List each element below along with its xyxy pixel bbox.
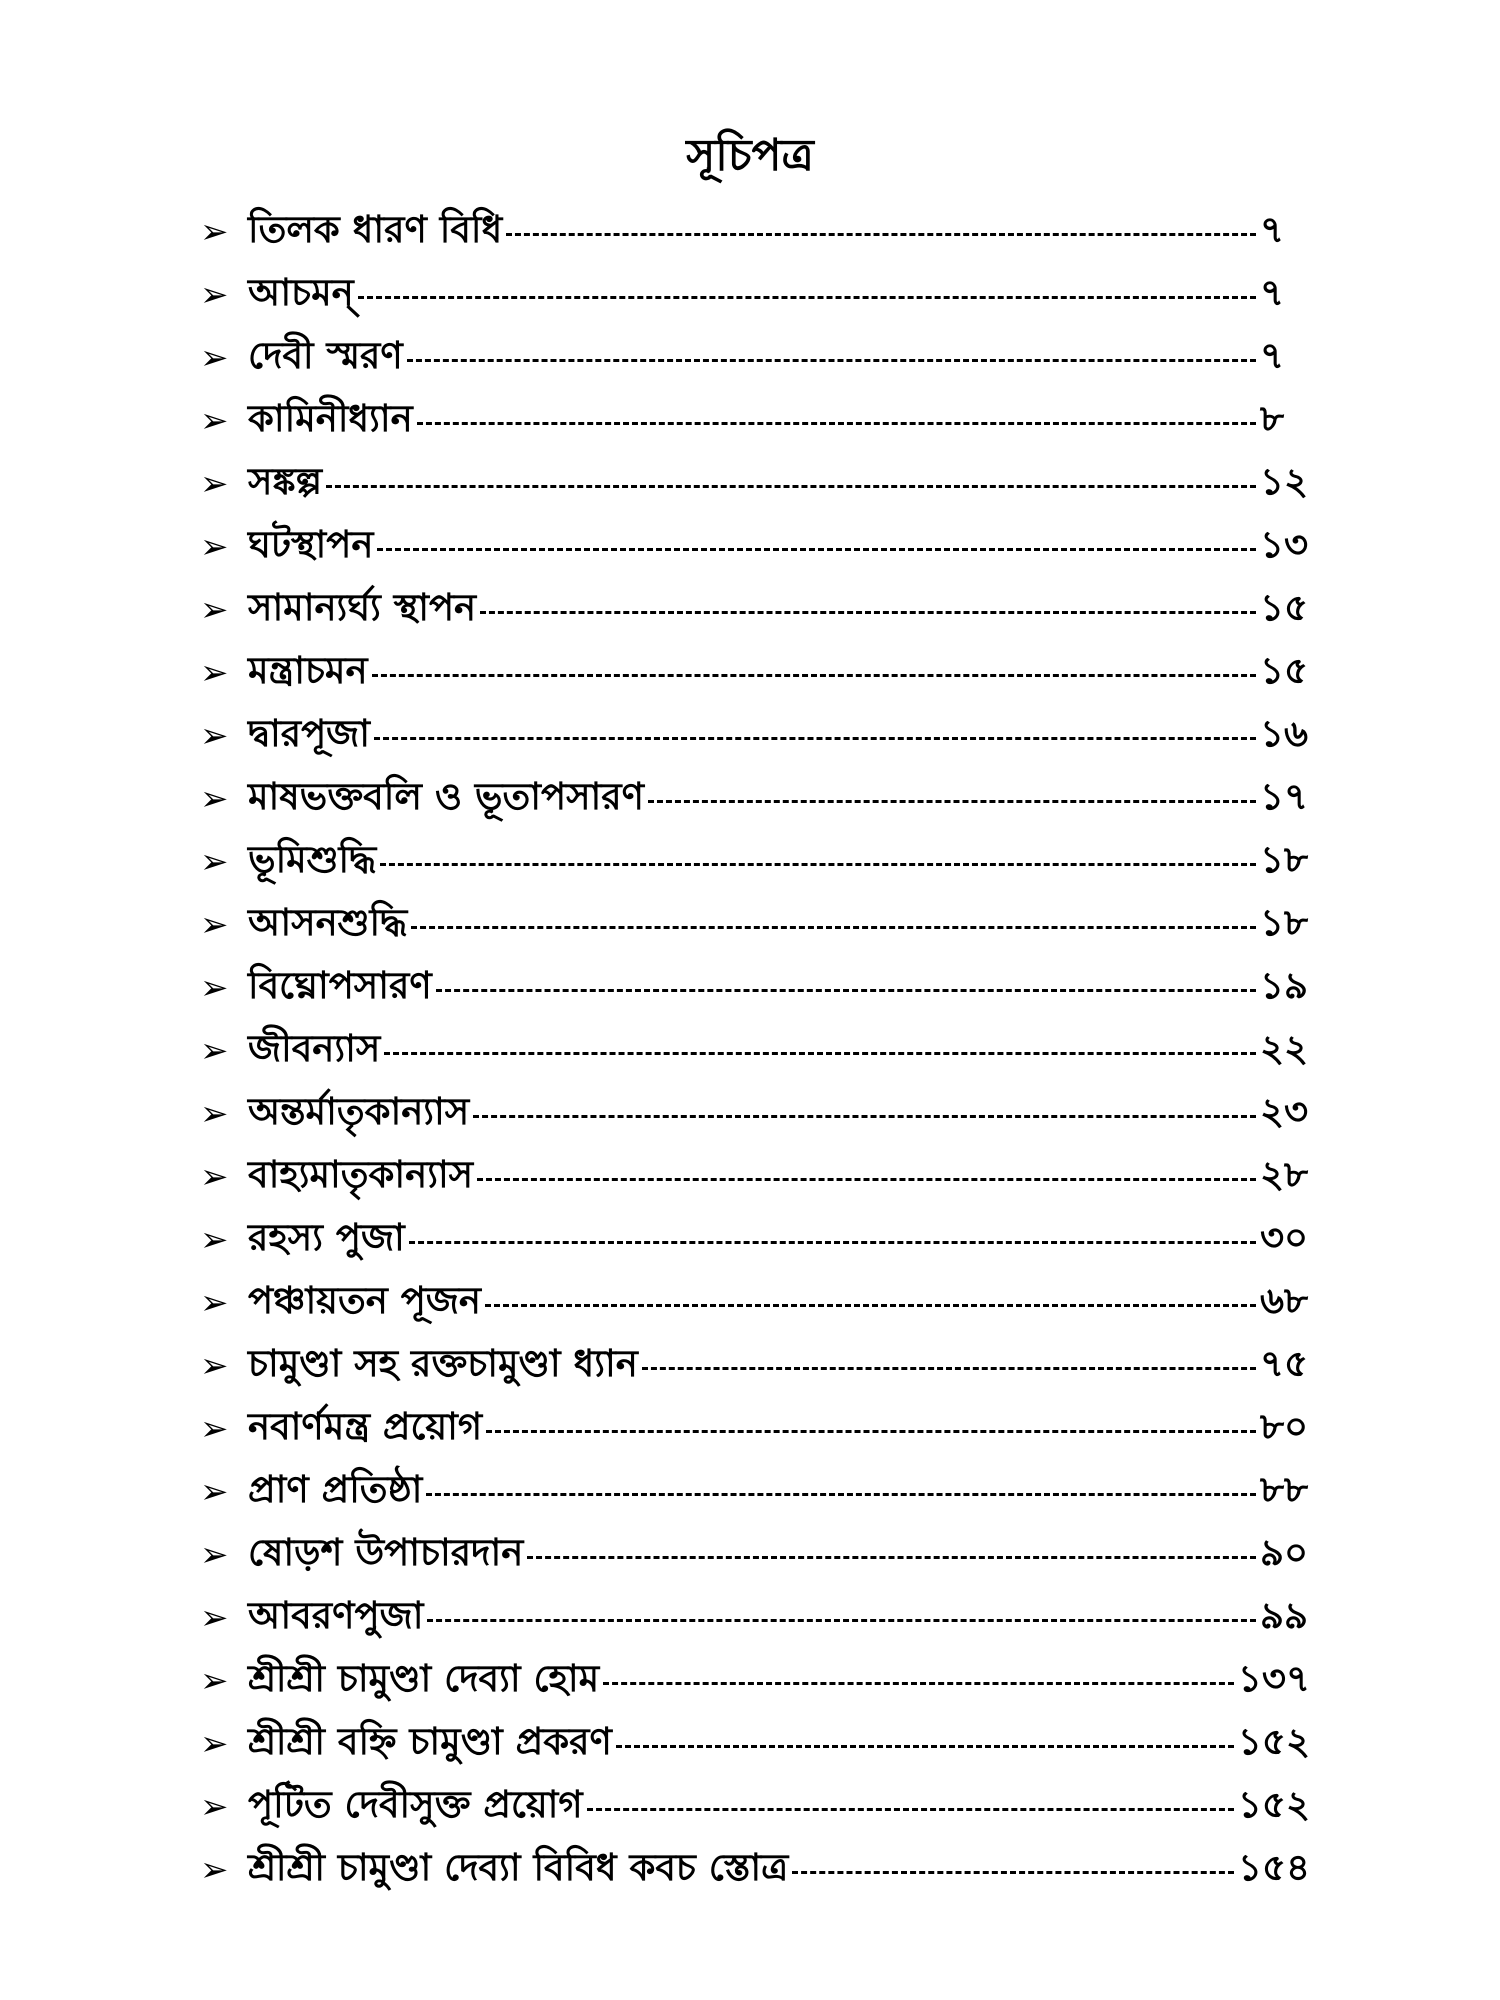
dash-leader xyxy=(326,485,1256,488)
toc-entry xyxy=(200,893,1310,956)
toc-entry-title: দ্বারপূজা xyxy=(248,712,371,755)
toc-page-number: ২২ xyxy=(1260,1027,1309,1070)
toc-entry-title: আসনশুদ্ধি xyxy=(248,901,408,944)
toc-entry xyxy=(200,1838,1310,1901)
toc-entry-title: চামুণ্ডা সহ রক্তচামুণ্ডা ধ্যান xyxy=(248,1342,638,1385)
toc-page-number: ১৫২ xyxy=(1237,1720,1310,1763)
toc-entry-title: নবার্ণমন্ত্র প্রয়োগ xyxy=(248,1405,483,1448)
toc-page-number: ৭৫ xyxy=(1260,1342,1309,1385)
arrow-bullet-icon: ➢ xyxy=(200,274,229,315)
toc-entry xyxy=(200,263,1310,326)
arrow-bullet-icon: ➢ xyxy=(200,1534,229,1575)
arrow-bullet-icon: ➢ xyxy=(200,904,229,945)
toc-page-number: ১৮ xyxy=(1260,838,1309,881)
dash-leader xyxy=(587,1808,1234,1811)
toc-page-number: ৩০ xyxy=(1260,1216,1309,1259)
dash-leader xyxy=(485,1304,1256,1307)
toc-entry-title: কামিনীধ্যান xyxy=(248,397,413,440)
toc-entry-title: ষোড়শ উপাচারদান xyxy=(248,1531,524,1574)
toc-entry xyxy=(200,1712,1310,1775)
toc-entry-title: রহস্য পুজা xyxy=(248,1216,405,1259)
dash-leader xyxy=(616,1745,1234,1748)
dash-leader xyxy=(377,548,1256,551)
dash-leader xyxy=(417,422,1256,425)
toc-entry xyxy=(200,1586,1310,1649)
arrow-bullet-icon: ➢ xyxy=(200,463,229,504)
arrow-bullet-icon: ➢ xyxy=(200,1723,229,1764)
toc-page-number: ১৫৪ xyxy=(1237,1846,1310,1889)
toc-entry xyxy=(200,452,1310,515)
toc-entry xyxy=(200,1145,1310,1208)
toc-entry xyxy=(200,641,1310,704)
arrow-bullet-icon: ➢ xyxy=(200,1345,229,1386)
arrow-bullet-icon: ➢ xyxy=(200,400,229,441)
arrow-bullet-icon: ➢ xyxy=(200,1219,229,1260)
arrow-bullet-icon: ➢ xyxy=(200,526,229,567)
toc-entry-title: মাষভক্তবলি ও ভূতাপসারণ xyxy=(248,775,645,818)
dash-leader xyxy=(480,611,1256,614)
toc-entry-title: জীবন্যাস xyxy=(248,1027,381,1070)
arrow-bullet-icon: ➢ xyxy=(200,778,229,819)
toc-entry-title: মন্ত্রাচমন xyxy=(248,649,368,692)
toc-entry xyxy=(200,830,1310,893)
toc-page-number: ১৭ xyxy=(1260,775,1309,818)
toc-page-number: ১২ xyxy=(1260,460,1309,503)
toc-entry xyxy=(200,326,1310,389)
toc-entry-title: পঞ্চায়তন পূজন xyxy=(248,1279,482,1322)
toc-entry xyxy=(200,767,1310,830)
dash-leader xyxy=(527,1556,1256,1559)
toc-page-number: ৯৯ xyxy=(1260,1594,1309,1637)
arrow-bullet-icon: ➢ xyxy=(200,211,229,252)
toc-page-number: ১৬ xyxy=(1260,712,1309,755)
arrow-bullet-icon: ➢ xyxy=(200,841,229,882)
dash-leader xyxy=(374,737,1256,740)
toc-page-number: ৮০ xyxy=(1260,1405,1309,1448)
arrow-bullet-icon: ➢ xyxy=(200,1786,229,1827)
toc-page-number: ১৫ xyxy=(1260,649,1309,692)
toc-page-number: ৮ xyxy=(1260,397,1285,440)
toc-entry-title: তিলক ধারণ বিধি xyxy=(248,208,503,251)
toc-entry-title: সঙ্কল্প xyxy=(248,460,323,503)
dash-leader xyxy=(384,1052,1256,1055)
toc-page-number: ৬৮ xyxy=(1260,1279,1309,1322)
toc-entry xyxy=(200,1523,1310,1586)
dash-leader xyxy=(409,1241,1256,1244)
toc-entry-title: দেবী স্মরণ xyxy=(248,334,403,377)
arrow-bullet-icon: ➢ xyxy=(200,1597,229,1638)
toc-page-number: ২৮ xyxy=(1260,1153,1309,1196)
dash-leader xyxy=(648,800,1256,803)
arrow-bullet-icon: ➢ xyxy=(200,1156,229,1197)
dash-leader xyxy=(436,989,1256,992)
toc-page-number: ১৫ xyxy=(1260,586,1309,629)
toc-entry xyxy=(200,1775,1310,1838)
toc-page-number: ১৯ xyxy=(1260,964,1309,1007)
toc-entry-title: পূটিত দেবীসুক্ত প্রয়োগ xyxy=(248,1783,583,1826)
toc-page-number: ৯০ xyxy=(1260,1531,1309,1574)
toc-entry xyxy=(200,578,1310,641)
toc-entry xyxy=(200,1649,1310,1712)
arrow-bullet-icon: ➢ xyxy=(200,1471,229,1512)
toc-entry xyxy=(200,704,1310,767)
toc-entry-title: বিঘ্নোপসারণ xyxy=(248,964,432,1007)
arrow-bullet-icon: ➢ xyxy=(200,652,229,693)
toc-entry-title: ভূমিশুদ্ধি xyxy=(248,838,377,881)
toc-page-number: ১৩ xyxy=(1260,523,1309,566)
toc-entry-title: আবরণপুজা xyxy=(248,1594,424,1637)
toc-page-number: ৮৮ xyxy=(1260,1468,1309,1511)
arrow-bullet-icon: ➢ xyxy=(200,1093,229,1134)
toc-entry xyxy=(200,389,1310,452)
toc-entry-title: শ্রীশ্রী বহ্নি চামুণ্ডা প্রকরণ xyxy=(248,1720,612,1763)
toc-entry-title: বাহ্যমাতৃকান্যাস xyxy=(248,1153,474,1196)
dash-leader xyxy=(427,1619,1256,1622)
dash-leader xyxy=(506,233,1256,236)
toc-page-number: ১৮ xyxy=(1260,901,1309,944)
toc-entry xyxy=(200,515,1310,578)
arrow-bullet-icon: ➢ xyxy=(200,715,229,756)
toc-entry-title: ঘটস্থাপন xyxy=(248,523,374,566)
table-of-contents xyxy=(200,200,1310,1901)
toc-entry-title: শ্রীশ্রী চামুণ্ডা দেব্যা হোম xyxy=(248,1657,600,1700)
toc-page-number: ৭ xyxy=(1260,271,1285,314)
toc-page-number: ১৫২ xyxy=(1237,1783,1310,1826)
toc-page-number: ১৩৭ xyxy=(1237,1657,1310,1700)
toc-entry xyxy=(200,1460,1310,1523)
toc-entry-title: সামান্যর্ঘ্য স্থাপন xyxy=(248,586,477,629)
toc-entry-title: শ্রীশ্রী চামুণ্ডা দেব্যা বিবিধ কবচ স্তোত্র xyxy=(248,1846,789,1889)
dash-leader xyxy=(411,926,1256,929)
dash-leader xyxy=(603,1682,1234,1685)
dash-leader xyxy=(642,1367,1256,1370)
dash-leader xyxy=(477,1178,1256,1181)
arrow-bullet-icon: ➢ xyxy=(200,1660,229,1701)
arrow-bullet-icon: ➢ xyxy=(200,1849,229,1890)
dash-leader xyxy=(372,674,1256,677)
toc-entry-title: অন্তর্মাতৃকান্যাস xyxy=(248,1090,470,1133)
toc-entry xyxy=(200,1397,1310,1460)
toc-entry-title: আচমন্ xyxy=(248,271,354,314)
dash-leader xyxy=(486,1430,1256,1433)
arrow-bullet-icon: ➢ xyxy=(200,589,229,630)
dash-leader xyxy=(358,296,1256,299)
page-title: সূচিপত্র xyxy=(686,130,814,181)
toc-entry xyxy=(200,956,1310,1019)
arrow-bullet-icon: ➢ xyxy=(200,1030,229,1071)
toc-entry xyxy=(200,200,1310,263)
toc-entry xyxy=(200,1271,1310,1334)
dash-leader xyxy=(426,1493,1256,1496)
toc-entry xyxy=(200,1208,1310,1271)
toc-page-number: ৭ xyxy=(1260,208,1285,251)
toc-page-number: ২৩ xyxy=(1260,1090,1309,1133)
toc-entry-title: প্রাণ প্রতিষ্ঠা xyxy=(248,1468,423,1511)
arrow-bullet-icon: ➢ xyxy=(200,967,229,1008)
dash-leader xyxy=(473,1115,1256,1118)
toc-entry xyxy=(200,1334,1310,1397)
arrow-bullet-icon: ➢ xyxy=(200,1282,229,1323)
arrow-bullet-icon: ➢ xyxy=(200,337,229,378)
dash-leader xyxy=(380,863,1256,866)
toc-entry xyxy=(200,1019,1310,1082)
toc-entry xyxy=(200,1082,1310,1145)
arrow-bullet-icon: ➢ xyxy=(200,1408,229,1449)
dash-leader xyxy=(792,1871,1234,1874)
dash-leader xyxy=(407,359,1256,362)
toc-page-number: ৭ xyxy=(1260,334,1285,377)
